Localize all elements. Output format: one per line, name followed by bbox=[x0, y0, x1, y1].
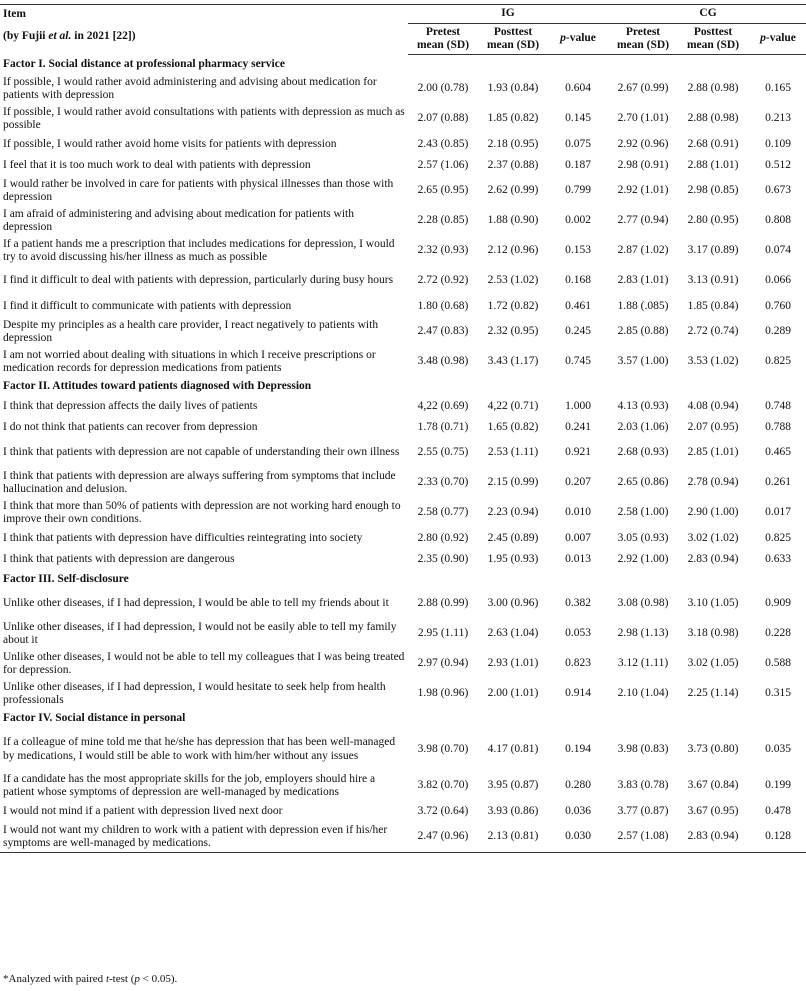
ig-pvalue-cell: 0.241 bbox=[565, 420, 591, 433]
table-row bbox=[0, 468, 806, 498]
cg-posttest-cell: 3.02 (1.02) bbox=[687, 531, 739, 544]
cg-pretest-cell: 2.10 (1.04) bbox=[617, 687, 669, 700]
cg-posttest-cell: 3.18 (0.98) bbox=[687, 627, 739, 640]
ig-pvalue-cell: 0.823 bbox=[565, 657, 591, 670]
item-text: I feel that it is too much work to deal with patients with depression bbox=[3, 158, 311, 171]
ig-pvalue-cell: 0.461 bbox=[565, 299, 591, 312]
cg-pretest-cell: 2.70 (1.01) bbox=[617, 112, 669, 125]
ig-posttest-cell: 2.37 (0.88) bbox=[487, 158, 539, 171]
cg-pvalue-cell: 0.909 bbox=[765, 597, 791, 610]
cg-pretest-cell: 2.58 (1.00) bbox=[617, 506, 669, 519]
cg-posttest-cell: 3.10 (1.05) bbox=[687, 597, 739, 610]
cg-pvalue-cell: 0.633 bbox=[765, 552, 791, 565]
item-text: If possible, I would rather avoid home visits for patients with depression bbox=[3, 137, 337, 150]
ig-pretest-cell: 2.43 (0.85) bbox=[417, 137, 469, 150]
item-text: Unlike other diseases, if I had depression, I would be able to tell my friends about it bbox=[3, 597, 389, 610]
cg-pvalue-cell: 0.512 bbox=[765, 158, 791, 171]
ig-posttest-cell: 2.45 (0.89) bbox=[487, 531, 539, 544]
item-text: If a candidate has the most appropriate skills for the job, employers should hire a patient whose symptoms of depression are well-managed by medications bbox=[3, 772, 376, 798]
cg-pvalue-cell: 0.289 bbox=[765, 325, 791, 338]
ig-posttest-cell: 1.85 (0.82) bbox=[487, 112, 539, 125]
cg-posttest-cell: 3.67 (0.95) bbox=[687, 804, 739, 817]
ig-posttest-cell: 3.43 (1.17) bbox=[487, 355, 539, 368]
cg-posttest-cell: 2.78 (0.94) bbox=[687, 476, 739, 489]
cg-posttest-cell: 2.25 (1.14) bbox=[687, 687, 739, 700]
table-row bbox=[0, 176, 806, 206]
item-text: I think that patients with depression have difficulties reintegrating into society bbox=[3, 531, 363, 544]
factor-title: Factor II. Attitudes toward patients diagnosed with Depression bbox=[3, 379, 312, 392]
cg-posttest-cell: 2.68 (0.91) bbox=[687, 137, 739, 150]
cg-pvalue-cell: 0.465 bbox=[765, 446, 791, 459]
cg-pvalue-cell: 0.673 bbox=[765, 184, 791, 197]
cg-pretest-header: Pretest mean (SD) bbox=[608, 24, 678, 55]
cg-posttest-cell: 3.73 (0.80) bbox=[687, 742, 739, 755]
ig-pretest-cell: 2.33 (0.70) bbox=[417, 476, 469, 489]
item-text: I would rather be involved in care for patients with physical illnesses than those with depression bbox=[3, 177, 394, 203]
cg-pvalue-cell: 0.825 bbox=[765, 355, 791, 368]
ig-pretest-cell: 3.48 (0.98) bbox=[417, 355, 469, 368]
table-row bbox=[0, 649, 806, 679]
table-row bbox=[0, 134, 806, 155]
cg-pretest-cell: 1.88 (.085) bbox=[617, 299, 669, 312]
item-header-source: (by Fujii et al. in 2021 [22]) bbox=[3, 29, 136, 42]
cg-pvalue-cell: 0.825 bbox=[765, 531, 791, 544]
cg-pretest-cell: 2.92 (1.01) bbox=[617, 184, 669, 197]
cg-pretest-cell: 3.12 (1.11) bbox=[617, 657, 669, 670]
ig-posttest-cell: 1.93 (0.84) bbox=[487, 82, 539, 95]
ig-pvalue-cell: 1.000 bbox=[565, 399, 591, 412]
item-text: I think that patients with depression are not capable of understanding their own illness bbox=[3, 446, 400, 459]
table-body bbox=[0, 55, 806, 853]
cg-posttest-cell: 3.02 (1.05) bbox=[687, 657, 739, 670]
ig-pretest-cell: 3.98 (0.70) bbox=[417, 742, 469, 755]
cg-posttest-cell: 2.88 (0.98) bbox=[687, 112, 739, 125]
ig-posttest-cell: 2.00 (1.01) bbox=[487, 687, 539, 700]
table-row bbox=[0, 155, 806, 176]
ig-group-header: IG bbox=[408, 5, 608, 24]
cg-pretest-cell: 2.83 (1.01) bbox=[617, 274, 669, 287]
cg-pretest-cell: 4.13 (0.93) bbox=[617, 399, 669, 412]
cg-pvalue-cell: 0.478 bbox=[765, 804, 791, 817]
item-text: If a colleague of mine told me that he/she has depression that has been well-managed by medications, I would still be able to work with him/her without any issues bbox=[3, 736, 396, 762]
cg-posttest-cell: 2.83 (0.94) bbox=[678, 822, 748, 853]
table-row bbox=[0, 728, 806, 771]
ig-pvalue-cell: 0.245 bbox=[565, 325, 591, 338]
cg-pretest-cell: 2.67 (0.99) bbox=[617, 82, 669, 95]
item-text: I find it difficult to deal with patients with depression, particularly during busy hours bbox=[3, 274, 394, 287]
cg-pvalue-header: p-value bbox=[748, 24, 806, 55]
ig-pvalue-cell: 0.799 bbox=[565, 184, 591, 197]
ig-posttest-cell: 2.62 (0.99) bbox=[487, 184, 539, 197]
cg-pretest-cell: 3.77 (0.87) bbox=[617, 804, 669, 817]
cg-pvalue-cell: 0.213 bbox=[765, 112, 791, 125]
cg-pretest-cell: 3.83 (0.78) bbox=[617, 779, 669, 792]
footnote: *Analyzed with paired t-test (p < 0.05). bbox=[3, 973, 178, 985]
cg-pretest-cell: 2.98 (0.91) bbox=[617, 158, 669, 171]
item-header-label: Item bbox=[3, 8, 26, 20]
factor-title: Factor I. Social distance at professional pharmacy service bbox=[3, 57, 285, 70]
factor-header-row bbox=[0, 570, 806, 589]
ig-posttest-cell: 4.17 (0.81) bbox=[487, 742, 539, 755]
cg-pvalue-cell: 0.228 bbox=[765, 627, 791, 640]
item-text: I think that patients with depression are always suffering from symptoms that include hallucination and delusion. bbox=[3, 469, 396, 495]
item-text: If possible, I would rather avoid administering and advising about medication for patients with depression bbox=[3, 75, 377, 101]
ig-pvalue-cell: 0.075 bbox=[565, 137, 591, 150]
ig-pvalue-cell: 0.187 bbox=[565, 158, 591, 171]
ig-posttest-cell: 2.23 (0.94) bbox=[487, 506, 539, 519]
cg-pvalue-cell: 0.588 bbox=[765, 657, 791, 670]
ig-pretest-cell: 3.72 (0.64) bbox=[417, 804, 469, 817]
cg-posttest-cell: 1.85 (0.84) bbox=[687, 299, 739, 312]
cg-pvalue-cell: 0.760 bbox=[765, 299, 791, 312]
table-row bbox=[0, 801, 806, 822]
cg-pvalue-cell: 0.017 bbox=[765, 506, 791, 519]
cg-pvalue-cell: 0.109 bbox=[765, 137, 791, 150]
cg-pvalue-cell: 0.128 bbox=[748, 822, 806, 853]
item-text: Unlike other diseases, if I had depression, I would not be easily able to tell my family about it bbox=[3, 620, 397, 646]
ig-pretest-cell: 2.95 (1.11) bbox=[417, 627, 469, 640]
ig-pretest-cell: 2.55 (0.75) bbox=[417, 446, 469, 459]
ig-posttest-cell: 1.88 (0.90) bbox=[487, 214, 539, 227]
ig-pretest-cell: 2.65 (0.95) bbox=[417, 184, 469, 197]
table-row bbox=[0, 206, 806, 236]
ig-pvalue-cell: 0.168 bbox=[565, 274, 591, 287]
table-row bbox=[0, 74, 806, 104]
cg-pretest-cell: 2.57 (1.08) bbox=[608, 822, 678, 853]
ig-posttest-cell: 2.13 (0.81) bbox=[478, 822, 548, 853]
table-row bbox=[0, 296, 806, 317]
item-text: I do not think that patients can recover from depression bbox=[3, 420, 258, 433]
cg-pretest-cell: 2.03 (1.06) bbox=[617, 420, 669, 433]
ig-pvalue-cell: 0.036 bbox=[565, 804, 591, 817]
cg-posttest-header: Posttest mean (SD) bbox=[678, 24, 748, 55]
ig-pretest-cell: 1.98 (0.96) bbox=[417, 687, 469, 700]
item-text: I find it difficult to communicate with patients with depression bbox=[3, 299, 292, 312]
ig-posttest-cell: 2.53 (1.02) bbox=[487, 274, 539, 287]
table-row bbox=[0, 528, 806, 549]
ig-pvalue-cell: 0.280 bbox=[565, 779, 591, 792]
table-row bbox=[0, 347, 806, 377]
ig-pvalue-cell: 0.007 bbox=[565, 531, 591, 544]
cg-pretest-cell: 3.57 (1.00) bbox=[617, 355, 669, 368]
cg-posttest-cell: 3.13 (0.91) bbox=[687, 274, 739, 287]
item-text: I think that depression affects the daily lives of patients bbox=[3, 399, 258, 412]
ig-pretest-cell: 2.80 (0.92) bbox=[417, 531, 469, 544]
ig-pretest-cell: 2.47 (0.96) bbox=[408, 822, 478, 853]
cg-posttest-cell: 2.90 (1.00) bbox=[687, 506, 739, 519]
item-text: If a patient hands me a prescription that includes medications for depression, I would try to avoid discussing his/her illness as much as possible bbox=[3, 237, 395, 263]
cg-posttest-cell: 3.17 (0.89) bbox=[687, 244, 739, 257]
table-row bbox=[0, 438, 806, 468]
item-text: Unlike other diseases, if I had depression, I would hesitate to seek help from health professionals bbox=[3, 680, 386, 706]
cg-posttest-cell: 2.07 (0.95) bbox=[687, 420, 739, 433]
ig-posttest-cell: 3.00 (0.96) bbox=[487, 597, 539, 610]
table-row bbox=[0, 619, 806, 649]
ig-pretest-cell: 2.00 (0.78) bbox=[417, 82, 469, 95]
results-table bbox=[0, 4, 806, 853]
cg-pvalue-cell: 0.074 bbox=[765, 244, 791, 257]
cg-posttest-cell: 4.08 (0.94) bbox=[687, 399, 739, 412]
ig-pretest-cell: 2.57 (1.06) bbox=[417, 158, 469, 171]
ig-posttest-cell: 2.18 (0.95) bbox=[487, 137, 539, 150]
item-text: I would not mind if a patient with depression lived next door bbox=[3, 804, 283, 817]
table-row bbox=[0, 396, 806, 417]
cg-pretest-cell: 3.05 (0.93) bbox=[617, 531, 669, 544]
table-row bbox=[0, 549, 806, 570]
cg-pretest-cell: 2.77 (0.94) bbox=[617, 214, 669, 227]
cg-posttest-cell: 2.98 (0.85) bbox=[687, 184, 739, 197]
ig-posttest-header: Posttest mean (SD) bbox=[478, 24, 548, 55]
ig-posttest-cell: 2.15 (0.99) bbox=[487, 476, 539, 489]
ig-posttest-cell: 2.93 (1.01) bbox=[487, 657, 539, 670]
ig-pretest-cell: 1.80 (0.68) bbox=[417, 299, 469, 312]
ig-posttest-cell: 4,22 (0.71) bbox=[487, 399, 539, 412]
cg-pvalue-cell: 0.748 bbox=[765, 399, 791, 412]
ig-pvalue-cell: 0.010 bbox=[565, 506, 591, 519]
cg-pretest-cell: 2.98 (1.13) bbox=[617, 627, 669, 640]
cg-pretest-cell: 3.98 (0.83) bbox=[617, 742, 669, 755]
ig-posttest-cell: 3.95 (0.87) bbox=[487, 779, 539, 792]
table-row bbox=[0, 104, 806, 134]
cg-pvalue-cell: 0.165 bbox=[765, 82, 791, 95]
ig-pvalue-cell: 0.153 bbox=[565, 244, 591, 257]
ig-posttest-cell: 2.63 (1.04) bbox=[487, 627, 539, 640]
cg-posttest-cell: 2.83 (0.94) bbox=[687, 552, 739, 565]
cg-pretest-cell: 2.92 (0.96) bbox=[617, 137, 669, 150]
ig-pretest-cell: 2.28 (0.85) bbox=[417, 214, 469, 227]
cg-pretest-cell: 2.68 (0.93) bbox=[617, 446, 669, 459]
cg-posttest-cell: 3.67 (0.84) bbox=[687, 779, 739, 792]
ig-pretest-cell: 2.97 (0.94) bbox=[417, 657, 469, 670]
table-row bbox=[0, 589, 806, 619]
item-text: I am not worried about dealing with situations in which I receive prescriptions or medication records for depression medications from patients bbox=[3, 348, 376, 374]
ig-pretest-cell: 2.32 (0.93) bbox=[417, 244, 469, 257]
ig-posttest-cell: 1.65 (0.82) bbox=[487, 420, 539, 433]
ig-pretest-cell: 2.07 (0.88) bbox=[417, 112, 469, 125]
ig-pvalue-cell: 0.921 bbox=[565, 446, 591, 459]
ig-pvalue-cell: 0.382 bbox=[565, 597, 591, 610]
ig-pretest-cell: 3.82 (0.70) bbox=[417, 779, 469, 792]
ig-posttest-cell: 2.32 (0.95) bbox=[487, 325, 539, 338]
ig-posttest-cell: 1.95 (0.93) bbox=[487, 552, 539, 565]
factor-header-row bbox=[0, 377, 806, 396]
ig-pretest-cell: 2.47 (0.83) bbox=[417, 325, 469, 338]
factor-title: Factor IV. Social distance in personal bbox=[3, 711, 186, 724]
ig-posttest-cell: 3.93 (0.86) bbox=[487, 804, 539, 817]
item-text: I am afraid of administering and advising about medication for patients with depression bbox=[3, 207, 354, 233]
ig-posttest-cell: 2.53 (1.11) bbox=[487, 446, 539, 459]
ig-pretest-header: Pretest mean (SD) bbox=[408, 24, 478, 55]
item-text: I think that more than 50% of patients with depression are not working hard enough to improve their own conditions. bbox=[3, 499, 401, 525]
table-row bbox=[0, 236, 806, 266]
ig-pvalue-cell: 0.013 bbox=[565, 552, 591, 565]
ig-pretest-cell: 2.35 (0.90) bbox=[417, 552, 469, 565]
cg-pretest-cell: 2.87 (1.02) bbox=[617, 244, 669, 257]
table-row bbox=[0, 317, 806, 347]
cg-pretest-cell: 2.92 (1.00) bbox=[617, 552, 669, 565]
ig-posttest-cell: 2.12 (0.96) bbox=[487, 244, 539, 257]
ig-pvalue-cell: 0.030 bbox=[548, 822, 608, 853]
ig-pvalue-cell: 0.207 bbox=[565, 476, 591, 489]
item-column-header bbox=[0, 5, 408, 55]
cg-posttest-cell: 2.72 (0.74) bbox=[687, 325, 739, 338]
ig-pretest-cell: 2.88 (0.99) bbox=[417, 597, 469, 610]
ig-pvalue-cell: 0.053 bbox=[565, 627, 591, 640]
cg-posttest-cell: 2.85 (1.01) bbox=[687, 446, 739, 459]
ig-pvalue-cell: 0.194 bbox=[565, 742, 591, 755]
cg-pvalue-cell: 0.808 bbox=[765, 214, 791, 227]
cg-posttest-cell: 2.88 (1.01) bbox=[687, 158, 739, 171]
ig-pvalue-cell: 0.914 bbox=[565, 687, 591, 700]
cg-pretest-cell: 2.85 (0.88) bbox=[617, 325, 669, 338]
table-row bbox=[0, 771, 806, 801]
factor-title: Factor III. Self-disclosure bbox=[3, 572, 129, 585]
ig-pvalue-header: p-value bbox=[548, 24, 608, 55]
cg-pvalue-cell: 0.066 bbox=[765, 274, 791, 287]
item-text: Unlike other diseases, I would not be able to tell my colleagues that I was being treated for depression. bbox=[3, 650, 405, 676]
cg-pvalue-cell: 0.199 bbox=[765, 779, 791, 792]
ig-pretest-cell: 2.72 (0.92) bbox=[417, 274, 469, 287]
item-text: If possible, I would rather avoid consultations with patients with depression as much as possible bbox=[3, 105, 405, 131]
table-row bbox=[0, 417, 806, 438]
cg-posttest-cell: 2.80 (0.95) bbox=[687, 214, 739, 227]
factor-header-row bbox=[0, 709, 806, 728]
factor-header-row bbox=[0, 55, 806, 75]
cg-pvalue-cell: 0.788 bbox=[765, 420, 791, 433]
item-text: I would not want my children to work with a patient with depression even if his/her symptoms are well-managed by medications. bbox=[0, 822, 408, 853]
table-row bbox=[0, 822, 806, 853]
cg-pvalue-cell: 0.315 bbox=[765, 687, 791, 700]
ig-pvalue-cell: 0.145 bbox=[565, 112, 591, 125]
cg-group-header: CG bbox=[608, 5, 806, 24]
cg-pvalue-cell: 0.035 bbox=[765, 742, 791, 755]
table-row bbox=[0, 679, 806, 709]
ig-pvalue-cell: 0.745 bbox=[565, 355, 591, 368]
ig-pretest-cell: 1.78 (0.71) bbox=[417, 420, 469, 433]
item-text: Despite my principles as a health care provider, I react negatively to patients with depression bbox=[3, 318, 379, 344]
cg-pretest-cell: 3.08 (0.98) bbox=[617, 597, 669, 610]
ig-pretest-cell: 2.58 (0.77) bbox=[417, 506, 469, 519]
ig-pvalue-cell: 0.002 bbox=[565, 214, 591, 227]
table-row bbox=[0, 266, 806, 296]
cg-pretest-cell: 2.65 (0.86) bbox=[617, 476, 669, 489]
ig-pretest-cell: 4,22 (0.69) bbox=[417, 399, 469, 412]
item-text: I think that patients with depression are dangerous bbox=[3, 552, 235, 565]
cg-posttest-cell: 3.53 (1.02) bbox=[687, 355, 739, 368]
ig-pvalue-cell: 0.604 bbox=[565, 82, 591, 95]
cg-posttest-cell: 2.88 (0.98) bbox=[687, 82, 739, 95]
table-row bbox=[0, 498, 806, 528]
cg-pvalue-cell: 0.261 bbox=[765, 476, 791, 489]
ig-posttest-cell: 1.72 (0.82) bbox=[487, 299, 539, 312]
